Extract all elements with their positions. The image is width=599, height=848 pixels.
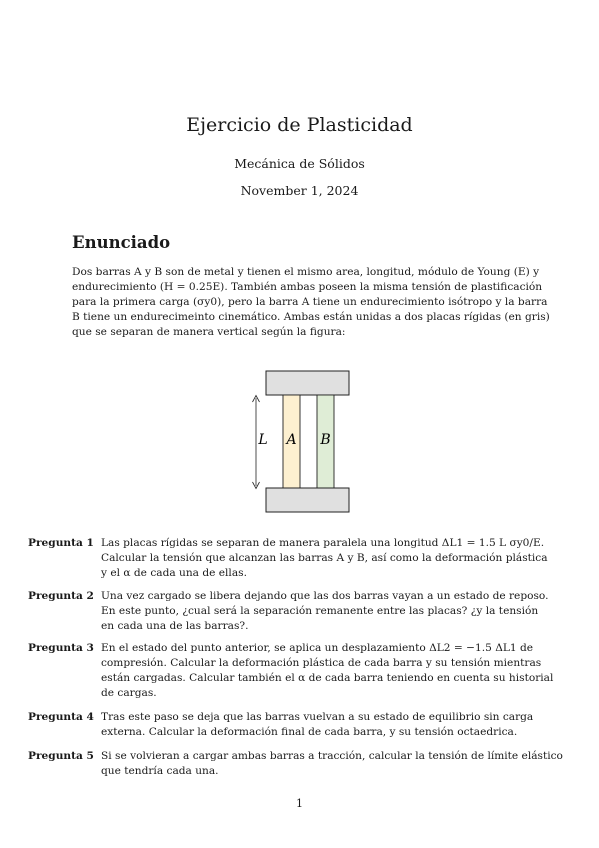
question-line: Si se volvieran a cargar ambas barras a tracción, calcular la tensión de límite elástico (101, 750, 563, 762)
statement-line: para la primera carga (σy0), pero la barra A tiene un endurecimiento isótropo y la barra (72, 295, 548, 308)
question-line: en cada una de las barras?. (101, 619, 249, 632)
length-label: L (258, 432, 268, 448)
statement-line: endurecimiento (H = 0.25E). También ambas poseen la misma tensión de plastificación (72, 280, 543, 293)
question-line: de cargas. (101, 686, 157, 699)
question-line: Las placas rígidas se separan de manera paralela una longitud ΔL1 = 1.5 L σy0/E. (101, 537, 545, 549)
question-3 (28, 641, 554, 701)
page-number: 1 (296, 797, 303, 810)
document-date: November 1, 2024 (240, 183, 359, 198)
question-2 (28, 589, 549, 634)
question-5 (28, 749, 563, 779)
question-line: Una vez cargado se libera dejando que las dos barras vayan a un estado de reposo. (101, 590, 549, 602)
question-line: que tendría cada una. (101, 764, 219, 777)
question-line: En este punto, ¿cual será la separación remanente entre las placas? ¿y la tensión (101, 604, 539, 617)
question-label: Pregunta 1 (28, 537, 94, 549)
bar-b-label: B (320, 432, 331, 448)
statement-line: Dos barras A y B son de metal y tienen el mismo area, longitud, módulo de Young (E) y (72, 266, 540, 278)
bar-a-label: A (286, 432, 297, 448)
question-line: En el estado del punto anterior, se aplica un desplazamiento ΔL2 = −1.5 ΔL1 de (101, 642, 534, 654)
question-line: y el α de cada una de ellas. (101, 566, 247, 579)
question-line: están cargadas. Calcular también el α de cada barra teniendo en cuenta su historial (101, 671, 554, 684)
statement-line: B tiene un endurecimeinto cinemático. Ambas están unidas a dos placas rígidas (en gris) (72, 310, 550, 323)
top-rigid-plate (266, 371, 349, 395)
question-label: Pregunta 5 (28, 750, 94, 762)
statement-line: que se separan de manera vertical según la figura: (72, 325, 346, 338)
document-subtitle: Mecánica de Sólidos (234, 156, 365, 171)
bottom-rigid-plate (266, 488, 349, 512)
question-line: Tras este paso se deja que las barras vuelvan a su estado de equilibrio sin carga (101, 711, 534, 723)
question-label: Pregunta 2 (28, 590, 94, 602)
question-line: Calcular la tensión que alcanzan las barras A y B, así como la deformación plástica (101, 551, 548, 564)
question-label: Pregunta 4 (28, 711, 94, 723)
question-1 (28, 536, 548, 581)
document-title: Ejercicio de Plasticidad (186, 114, 413, 136)
question-line: compresión. Calcular la deformación plástica de cada barra y su tensión mientras (101, 656, 542, 669)
section-heading: Enunciado (72, 233, 171, 252)
question-label: Pregunta 3 (28, 642, 94, 654)
question-4 (28, 710, 534, 740)
question-line: externa. Calcular la deformación final de cada barra, y su tensión octaedrica. (101, 725, 518, 738)
